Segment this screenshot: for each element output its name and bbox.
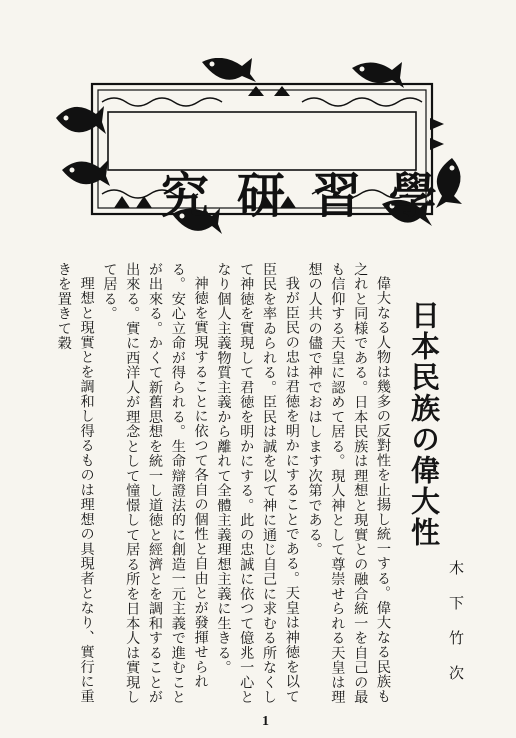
banner-title: 學習研究	[161, 167, 466, 224]
paragraph: 理想と現實とを調和し得るものは理想の具現者となり、實行に重きを置きて穀	[55, 262, 95, 704]
fish-top-center-icon	[202, 58, 256, 82]
wave-top-right	[302, 98, 422, 106]
paragraph: 神徳を實現することに依つて各自の個性と自由とが發揮せられる。安心立命が得られる。生命辯證法的に創造一元主義で進むことが出來る。かくて新舊思想を統一し道徳と經濟とを調和することが出來る。實に西洋人が理念として憧憬して居る所を日本人は實現して居る。	[101, 262, 209, 705]
paragraph: 我が臣民の忠は君徳を明かにすることである。天皇は神徳を以て臣民を率ゐられる。臣民は誠を以て神に通じ自己に求むる所なくして神徳を實現して君徳を明かにする。此の忠誠に依つて億兆一心となり個人主義物質主義から離れて全體主義理想主義に生きる。	[215, 262, 300, 705]
page-number: 1	[262, 714, 269, 729]
article-title: 日本民族の偉大性	[407, 300, 441, 548]
article-author: 木下竹次	[447, 560, 465, 700]
header-banner	[52, 58, 472, 240]
paragraph: 偉大なる人物は幾多の反對性を止揚し統一する。偉大なる民族も之れと同様である。日本民族は理想と現實との融合統一を自己の最も信仰する天皇に認めて居る。現人神として尊崇せられる天皇は理想の人共の儘で神でおはします次第である。	[306, 262, 391, 705]
fish-left-bottom-icon	[62, 160, 110, 186]
wave-top-left	[102, 98, 222, 106]
article-body	[52, 262, 394, 710]
